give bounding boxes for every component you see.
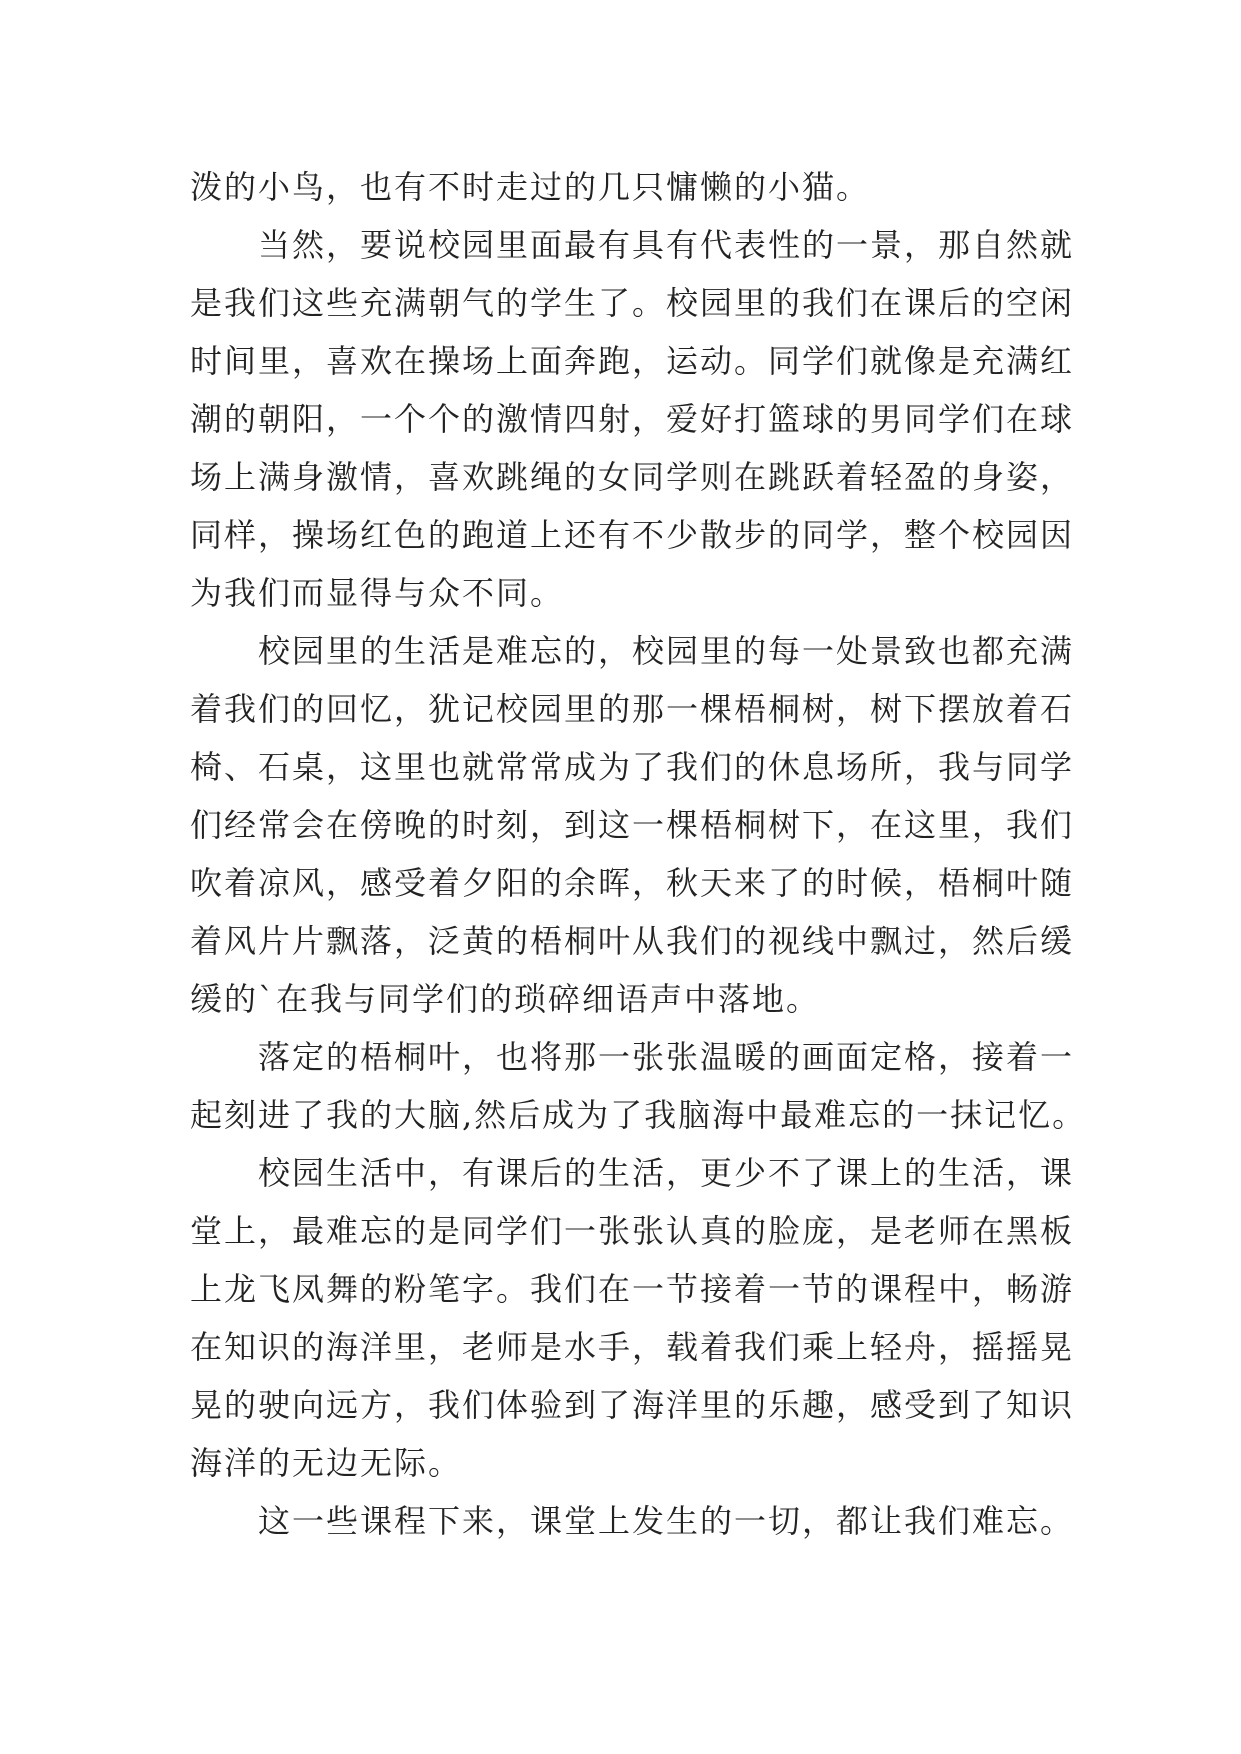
- text-line: 是我们这些充满朝气的学生了。校园里的我们在课后的空闲: [190, 284, 1075, 322]
- text-line: 在知识的海洋里，老师是水手，载着我们乘上轻舟，摇摇晃: [190, 1328, 1075, 1366]
- text-line: 晃的驶向远方，我们体验到了海洋里的乐趣，感受到了知识: [190, 1386, 1075, 1424]
- text-line: 时间里，喜欢在操场上面奔跑，运动。同学们就像是充满红: [190, 342, 1075, 380]
- text-line: 同样，操场红色的跑道上还有不少散步的同学，整个校园因: [190, 516, 1075, 554]
- paragraph-first-line: 校园里的生活是难忘的，校园里的每一处景致也都充满: [258, 632, 1075, 670]
- text-line: 上龙飞凤舞的粉笔字。我们在一节接着一节的课程中，畅游: [190, 1270, 1075, 1308]
- paragraph-first-line: 校园生活中，有课后的生活，更少不了课上的生活，课: [258, 1154, 1075, 1192]
- text-line: 海洋的无边无际。: [190, 1444, 463, 1482]
- text-line: 堂上，最难忘的是同学们一张张认真的脸庞，是老师在黑板: [190, 1212, 1075, 1250]
- text-line: 着我们的回忆，犹记校园里的那一棵梧桐树，树下摆放着石: [190, 690, 1075, 728]
- text-line: 缓的`在我与同学们的琐碎细语声中落地。: [190, 980, 821, 1018]
- paragraph-first-line: 当然，要说校园里面最有具有代表性的一景，那自然就: [258, 226, 1075, 264]
- text-line: 起刻进了我的大脑,然后成为了我脑海中最难忘的一抹记忆。: [190, 1096, 1087, 1134]
- paragraph-first-line: 这一些课程下来，课堂上发生的一切，都让我们难忘。: [258, 1502, 1075, 1540]
- text-line: 潮的朝阳，一个个的激情四射，爱好打篮球的男同学们在球: [190, 400, 1075, 438]
- text-line: 们经常会在傍晚的时刻，到这一棵梧桐树下，在这里，我们: [190, 806, 1075, 844]
- paragraph-first-line: 落定的梧桐叶，也将那一张张温暖的画面定格，接着一: [258, 1038, 1075, 1076]
- text-line: 着风片片飘落，泛黄的梧桐叶从我们的视线中飘过，然后缓: [190, 922, 1075, 960]
- text-line: 吹着凉风，感受着夕阳的余晖，秋天来了的时候，梧桐叶随: [190, 864, 1075, 902]
- text-line: 椅、石桌，这里也就常常成为了我们的休息场所，我与同学: [190, 748, 1075, 786]
- text-line: 为我们而显得与众不同。: [190, 574, 565, 612]
- text-line: 场上满身激情，喜欢跳绳的女同学则在跳跃着轻盈的身姿，: [190, 458, 1075, 496]
- body-text: [190, 158, 1087, 1550]
- text-line: 泼的小鸟，也有不时走过的几只慵懒的小猫。: [190, 168, 871, 206]
